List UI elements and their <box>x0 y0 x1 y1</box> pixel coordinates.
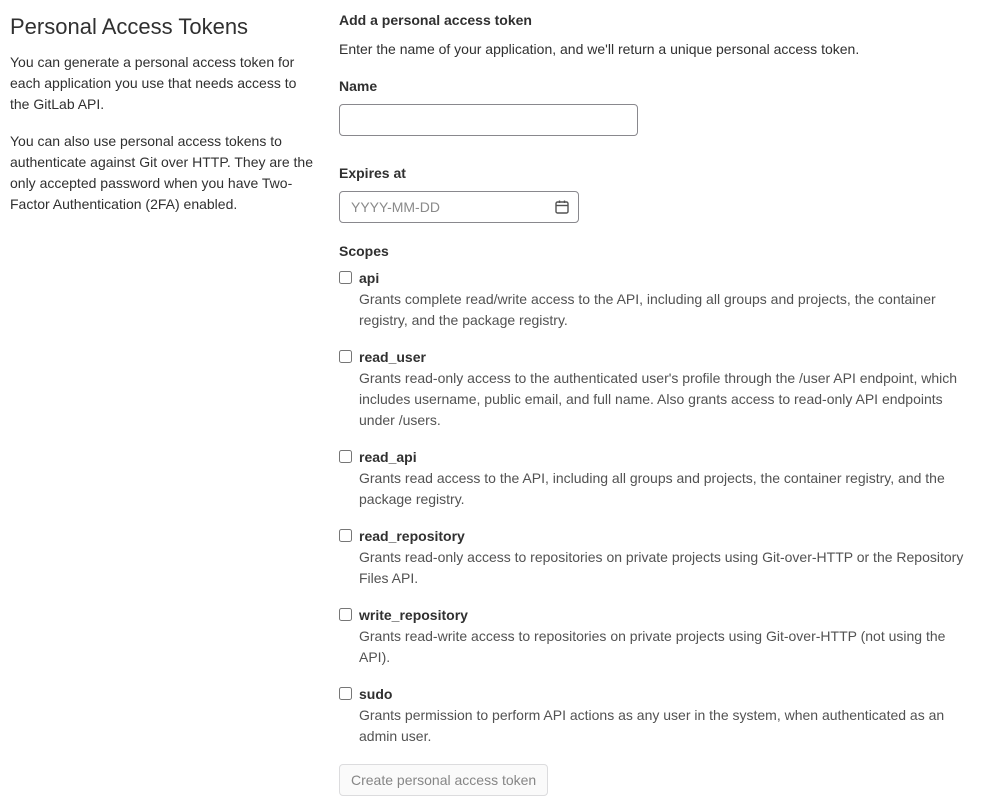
page-title: Personal Access Tokens <box>10 14 249 39</box>
scope-read-api-description: Grants read access to the API, including all groups and projects, the container registry, and the package registry. <box>359 470 945 507</box>
expires-input[interactable] <box>339 191 579 223</box>
scope-write-repository-checkbox[interactable] <box>339 608 352 621</box>
scopes-list <box>339 268 964 747</box>
scope-read-user-checkbox[interactable] <box>339 350 352 363</box>
sidebar-description-1: You can generate a personal access token for each application you use that needs access to the GitLab API. <box>10 54 297 112</box>
scope-read-api <box>339 447 964 510</box>
scope-sudo <box>339 684 964 747</box>
form-heading: Add a personal access token <box>339 12 532 28</box>
scope-api-checkbox[interactable] <box>339 271 352 284</box>
scope-read-api-checkbox[interactable] <box>339 450 352 463</box>
scope-read-user-description: Grants read-only access to the authenticated user's profile through the /user API endpoint, which includes username, public email, and full name. Also grants access to read-only API endpoints under /users. <box>359 370 958 428</box>
expires-label: Expires at <box>339 165 406 181</box>
scope-sudo-description: Grants permission to perform API actions as any user in the system, when authenticated as an admin user. <box>359 707 945 744</box>
scopes-label: Scopes <box>339 243 389 259</box>
scope-read-repository <box>339 526 964 589</box>
scope-sudo-checkbox[interactable] <box>339 687 352 700</box>
scope-api-label[interactable]: api <box>359 270 380 286</box>
form-description: Enter the name of your application, and we'll return a unique personal access token. <box>339 41 860 57</box>
scope-read-api-label[interactable]: read_api <box>359 449 417 465</box>
scope-api <box>339 268 964 331</box>
scope-read-repository-checkbox[interactable] <box>339 529 352 542</box>
scope-write-repository-label[interactable]: write_repository <box>359 607 468 623</box>
calendar-icon[interactable] <box>554 199 570 215</box>
scope-sudo-label[interactable]: sudo <box>359 686 393 702</box>
scope-read-user <box>339 347 964 431</box>
scope-read-user-label[interactable]: read_user <box>359 349 426 365</box>
scope-write-repository-description: Grants read-write access to repositories on private projects using Git-over-HTTP (not using the API). <box>359 628 946 665</box>
create-token-button[interactable]: Create personal access token <box>339 764 548 796</box>
sidebar <box>10 10 315 215</box>
name-input[interactable] <box>339 104 638 136</box>
expires-field <box>339 191 579 223</box>
token-form <box>339 10 964 796</box>
sidebar-description-2: You can also use personal access tokens to authenticate against Git over HTTP. They are the only accepted password when you have Two-Factor Authentication (2FA) enabled. <box>10 133 313 212</box>
scope-write-repository <box>339 605 964 668</box>
name-label: Name <box>339 78 378 94</box>
scope-read-repository-label[interactable]: read_repository <box>359 528 465 544</box>
scope-api-description: Grants complete read/write access to the API, including all groups and projects, the container registry, and the package registry. <box>359 291 936 328</box>
scope-read-repository-description: Grants read-only access to repositories on private projects using Git-over-HTTP or the Repository Files API. <box>359 549 964 586</box>
